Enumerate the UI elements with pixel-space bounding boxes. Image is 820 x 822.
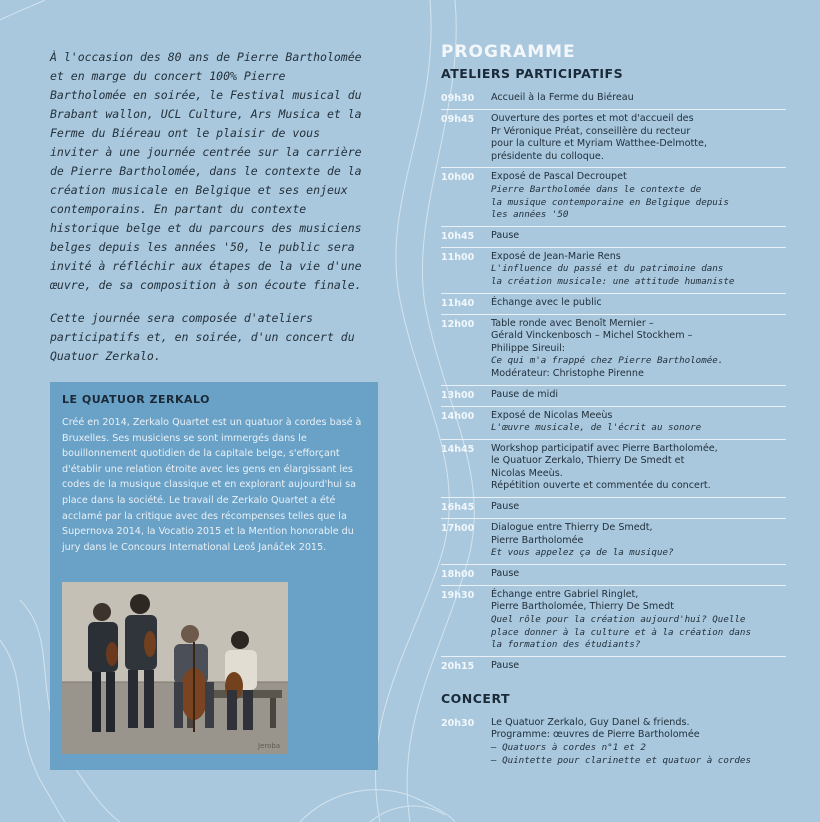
programme-title: PROGRAMME	[441, 42, 576, 62]
schedule-description	[491, 318, 786, 381]
schedule-line: Échange avec le public	[491, 296, 602, 308]
schedule-time: 12h00	[441, 318, 475, 330]
schedule-line: Philippe Sireuil:	[491, 342, 566, 354]
concert-title: CONCERT	[441, 690, 511, 706]
schedule-row	[441, 656, 786, 677]
schedule-line: Quel rôle pour la création aujourd'hui? Quelle	[491, 614, 746, 626]
schedule-description	[491, 717, 786, 767]
schedule-line: Workshop participatif avec Pierre Bartholomée,	[491, 442, 718, 454]
concert-schedule	[441, 714, 786, 771]
schedule-line: Accueil à la Ferme du Biéreau	[491, 92, 634, 103]
schedule-line: – Quintette pour clarinette et quatuor à cordes	[491, 754, 751, 766]
schedule-line: Table ronde avec Benoît Mernier –	[491, 317, 654, 329]
schedule-line: Pierre Bartholomée dans le contexte de	[491, 183, 702, 195]
schedule-description	[491, 297, 786, 310]
schedule-line: Répétition ouverte et commentée du concert.	[491, 480, 711, 492]
schedule-line: Dialogue entre Thierry De Smedt,	[491, 522, 653, 534]
schedule-description	[491, 389, 786, 402]
schedule-line: la formation des étudiants?	[491, 639, 641, 651]
schedule-row	[441, 497, 786, 518]
schedule-description	[491, 501, 786, 514]
ateliers-title: ATELIERS PARTICIPATIFS	[441, 66, 624, 81]
schedule-line: le Quatuor Zerkalo, Thierry De Smedt et	[491, 455, 685, 467]
schedule-line: Programme: œuvres de Pierre Bartholomée	[491, 729, 700, 741]
schedule-time: 16h45	[441, 502, 475, 514]
schedule-line: Exposé de Pascal Decroupet	[491, 171, 627, 183]
schedule-description	[491, 251, 786, 289]
schedule-line: Pause	[491, 229, 520, 241]
schedule-line: la musique contemporaine en Belgique depuis	[491, 196, 729, 208]
schedule-line: les années '50	[491, 209, 569, 221]
programme-column	[441, 42, 786, 771]
schedule-description	[491, 660, 786, 673]
quartet-photo-illustration	[62, 582, 288, 754]
schedule-line: Pr Véronique Préat, conseillère du recteur	[491, 125, 691, 137]
ateliers-schedule	[441, 89, 786, 677]
schedule-line: Et vous appelez ça de la musique?	[491, 547, 674, 559]
schedule-description	[491, 568, 786, 581]
schedule-line: la création musicale: une attitude humaniste	[491, 275, 735, 287]
quatuor-box	[50, 382, 378, 770]
schedule-description	[491, 171, 786, 221]
schedule-line: Pierre Bartholomée	[491, 534, 584, 546]
schedule-time: 09h45	[441, 114, 475, 125]
schedule-line: Échange entre Gabriel Ringlet,	[491, 588, 639, 600]
intro-paragraph-2: Cette journée sera composée d'ateliers participatifs et, en soirée, d'un concert du Quatuor Zerkalo.	[50, 311, 355, 363]
intro-text	[50, 48, 368, 366]
schedule-line: Gérald Vinckenbosch – Michel Stockhem –	[491, 330, 693, 342]
quatuor-title: LE QUATUOR ZERKALO	[62, 393, 211, 406]
schedule-row	[441, 314, 786, 385]
schedule-line: place donner à la culture et à la création dans	[491, 626, 751, 638]
schedule-description	[491, 230, 786, 243]
schedule-line: Ce qui m'a frappé chez Pierre Bartholomée.	[491, 355, 724, 367]
schedule-description	[491, 522, 786, 560]
schedule-row	[441, 406, 786, 439]
schedule-line: Exposé de Jean-Marie Rens	[491, 250, 621, 262]
schedule-line: pour la culture et Myriam Watthee-Delmotte,	[491, 138, 707, 150]
schedule-time: 18h00	[441, 568, 475, 580]
schedule-row	[441, 293, 786, 314]
schedule-line: Pause	[491, 501, 520, 513]
intro-paragraph-1: À l'occasion des 80 ans de Pierre Bartholomée et en marge du concert 100% Pierre Bartholomée en soirée, le Festival musical du Brabant wallon, UCL Culture, Ars Musica et la Ferme du Biéreau ont le plaisir de vous inviter à une journée centrée sur la carrière de Pierre Bartholomée, dans le contexte de la création musicale en Belgique et ses enjeux contemporains. En partant du contexte historique belge et du parcours des musiciens belges depuis les années '50, le public sera invité à réfléchir aux étapes de la vie d'une œuvre, de sa composition à son écoute finale.	[50, 50, 362, 292]
schedule-description	[491, 410, 786, 435]
schedule-line: Exposé de Nicolas Meeùs	[491, 409, 613, 421]
photo-credit: Jeroba	[258, 742, 281, 750]
schedule-line: Pierre Bartholomée, Thierry De Smedt	[491, 601, 674, 613]
schedule-time: 11h00	[441, 251, 475, 263]
intro-column	[50, 48, 368, 380]
quartet-photo	[62, 582, 288, 754]
schedule-time: 11h40	[441, 297, 475, 309]
schedule-description	[491, 589, 786, 652]
schedule-time: 20h30	[441, 717, 475, 729]
schedule-line: Nicolas Meeùs.	[491, 467, 563, 479]
schedule-line: Modérateur: Christophe Pirenne	[491, 367, 644, 379]
schedule-time: 14h45	[441, 443, 475, 455]
schedule-description	[491, 443, 786, 493]
schedule-time: 19h30	[441, 589, 475, 601]
schedule-row	[441, 109, 786, 167]
schedule-row	[441, 585, 786, 656]
schedule-row	[441, 564, 786, 585]
schedule-row	[441, 385, 786, 406]
schedule-time: 13h00	[441, 389, 475, 401]
schedule-line: Pause de midi	[491, 388, 559, 400]
schedule-row	[441, 247, 786, 293]
schedule-line: présidente du colloque.	[491, 150, 604, 162]
schedule-row	[441, 518, 786, 564]
schedule-line: L'œuvre musicale, de l'écrit au sonore	[491, 422, 702, 434]
schedule-row	[441, 226, 786, 247]
schedule-time: 20h15	[441, 660, 475, 672]
schedule-row	[441, 714, 786, 771]
quatuor-description: Créé en 2014, Zerkalo Quartet est un quatuor à cordes basé à Bruxelles. Ses musiciens se sont immergés dans le bouillonnement quotidien de la capitale belge, s'efforçant d'établir une relation étroite avec les gens en élargissant les codes de la musique classique et en explorant aujourd'hui sa place dans la société. Le travail de Zerkalo Quartet a été acclamé par la critique avec des récompenses telles que la Supernova 2014, la Vocatio 2015 et la Mention honorable du jury dans le Concours International Leoš Janáček 2015.	[62, 417, 362, 553]
schedule-time: 10h00	[441, 172, 475, 184]
schedule-row	[441, 167, 786, 225]
schedule-line: – Quatuors à cordes n°1 et 2	[491, 742, 646, 753]
schedule-row	[441, 89, 786, 109]
schedule-line: Ouverture des portes et mot d'accueil des	[491, 113, 694, 124]
schedule-time: 09h30	[441, 93, 475, 104]
schedule-line: L'influence du passé et du patrimoine dans	[491, 263, 724, 275]
schedule-description	[491, 113, 786, 163]
schedule-line: Pause	[491, 659, 520, 671]
schedule-time: 14h00	[441, 410, 475, 422]
schedule-time: 17h00	[441, 523, 475, 535]
schedule-line: Le Quatuor Zerkalo, Guy Danel & friends.	[491, 716, 690, 728]
schedule-description	[491, 92, 786, 105]
schedule-line: Pause	[491, 567, 520, 579]
schedule-row	[441, 439, 786, 497]
schedule-time: 10h45	[441, 230, 475, 242]
